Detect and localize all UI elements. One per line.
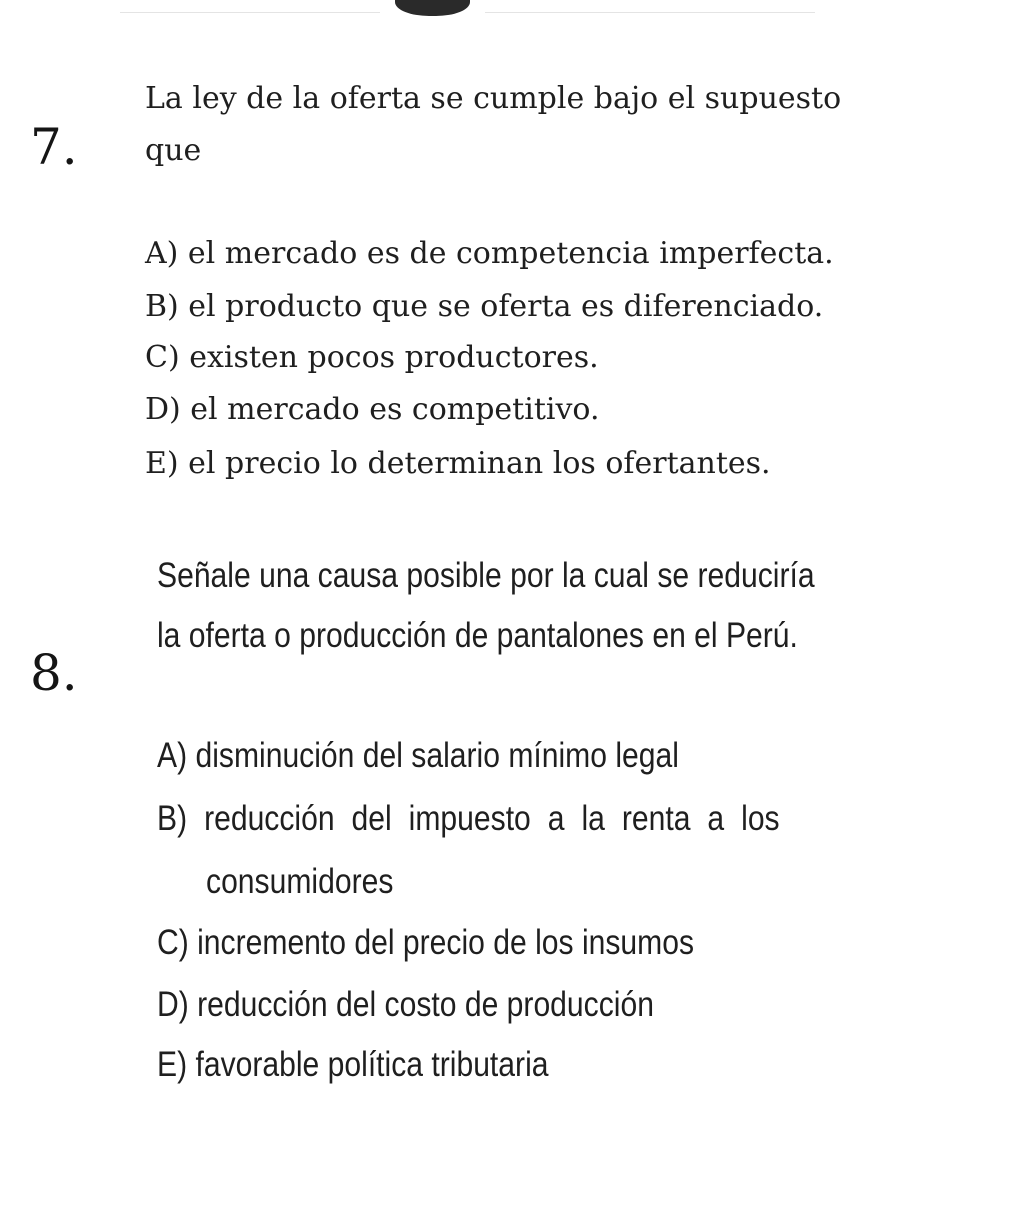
question-7-option-a: A) el mercado es de competencia imperfecta. [145,236,834,271]
question-7-option-c: C) existen pocos productores. [145,340,599,375]
question-8-number: 8. [30,644,78,702]
question-8-stem-line-2: la oferta o producción de pantalones en el Perú. [157,616,798,655]
question-7-option-e: E) el precio lo determinan los ofertantes. [145,446,771,481]
question-7-option-d: D) el mercado es competitivo. [145,392,600,427]
question-7-stem-line-1: La ley de la oferta se cumple bajo el supuesto [145,81,842,116]
question-8-stem-line-1: Señale una causa posible por la cual se reduciría [157,556,815,595]
question-8-option-c: C) incremento del precio de los insumos [157,923,695,962]
top-rule-right [485,12,815,13]
question-7-number: 7. [30,118,78,176]
top-edge-mark [395,0,470,16]
question-8-option-e: E) favorable política tributaria [157,1045,549,1084]
question-8-option-d: D) reducción del costo de producción [157,985,654,1024]
top-rule-left [120,12,380,13]
question-7-option-b: B) el producto que se oferta es diferenciado. [145,289,824,324]
question-7-stem-line-2: que [145,133,202,168]
question-8-option-b: B) reducción del impuesto a la renta a los [157,799,780,838]
question-8-option-a: A) disminución del salario mínimo legal [157,736,679,775]
question-8-option-b-continued: consumidores [206,862,394,901]
